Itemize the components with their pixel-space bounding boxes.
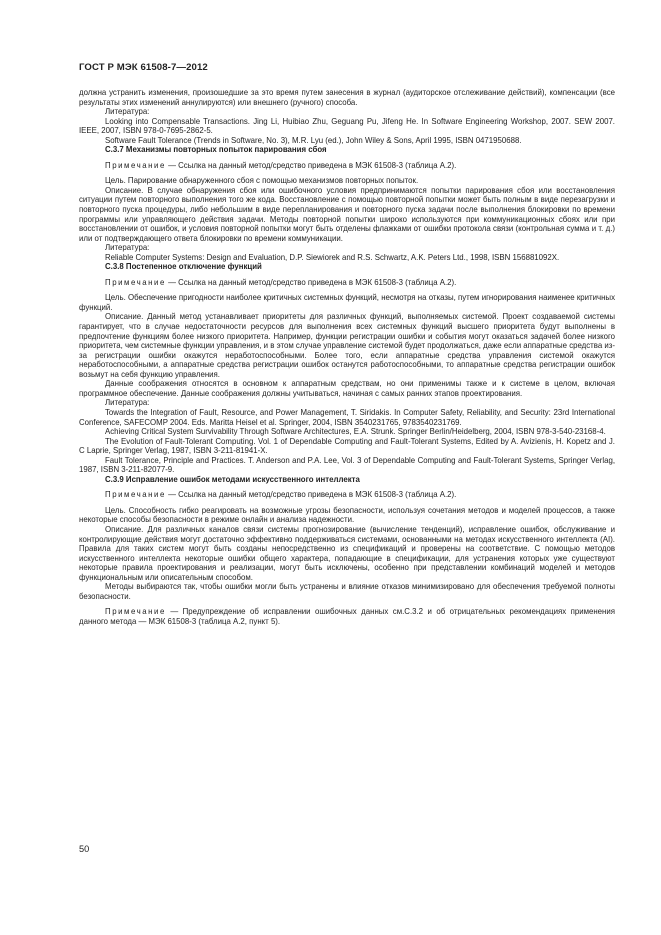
reference-item: Reliable Computer Systems: Design and Evaluation, D.P. Siewiorek and R.S. Schwartz, A.K. Peters Ltd., 1998, ISBN 156881092X.: [105, 252, 560, 262]
note: [79, 607, 615, 626]
note-label: Примечание: [105, 277, 166, 287]
paragraph: Описание. Данный метод устанавливает приоритеты для различных функций, выполняемых системой. Проект создаваемой системы гарантирует, что в случае недостаточности ресурсов для выполнения всех системных функций высшего приоритета будут выполнены в предпочтение функциям более низкого приоритета. Например, функции регистрации ошибки и события могут оказаться задачей более низкого приоритета, чем системные функции управления, и в этом случае управление системой будет продолжаться, даже если аппаратные средства из-за регистрации ошибки окажутся неработоспособными. Более того, если аппаратные средства управления системой окажутся неработоспособными, а аппаратные средства регистрации ошибок останутся работоспособными, то аппаратные средства регистрации ошибок возьмут на себя функцию управления.: [79, 312, 615, 379]
paragraph: должна устранить изменения, произошедшие за это время путем занесения в журнал (аудиторское отслеживание действий), компенсации (все результаты этих изменений аннулируются) или внешнего (ручного) способа.: [79, 88, 615, 107]
reference-item: The Evolution of Fault-Tolerant Computing. Vol. 1 of Dependable Computing and Fault-Tolerant Systems, Edited by A. Avizienis, H. Kopetz and J. C Laprie, Springer Verlag, 1987, ISBN 3-211-81941-X.: [79, 436, 615, 456]
paragraph: Цель. Обеспечение пригодности наиболее критичных системных функций, несмотря на отказы, путем игнорирования наименее критичных функций.: [79, 293, 615, 312]
reference-item: Looking into Compensable Transactions. Jing Li, Huibiao Zhu, Geguang Pu, Jifeng He. In Software Engineering Workshop, 2007. SEW 2007. IEEE, 2007, ISBN 978-0-7695-2862-5.: [79, 116, 615, 136]
note-label: Примечание: [105, 490, 166, 500]
section-heading: С.3.9 Исправление ошибок методами искусственного интеллекта: [105, 474, 360, 484]
paragraph: Литература:: [105, 107, 150, 117]
paragraph: Цель. Способность гибко реагировать на возможные угрозы безопасности, используя сочетания методов и моделей процессов, а также некоторые способы безопасности в режиме онлайн и анализа надежности.: [79, 505, 615, 525]
page-number: 50: [79, 844, 90, 854]
reference-item: Towards the Integration of Fault, Resource, and Power Management, T. Siridakis. In Computer Safety, Reliability, and Security: 23rd International Conference, SAFECOMP 2004. Eds. Maritta Heisel et al. Springer, 2004, ISBN 3540231765, 9783540231769.: [79, 407, 615, 427]
paragraph: Литература:: [105, 243, 150, 253]
document-header: ГОСТ Р МЭК 61508-7—2012: [79, 62, 208, 73]
reference-item: Software Fault Tolerance (Trends in Software, No. 3), M.R. Lyu (ed.), John Wiley & Sons, April 1995, ISBN 0471950688.: [105, 135, 522, 145]
section-heading: С.3.7 Механизмы повторных попыток парирования сбоя: [105, 145, 327, 155]
note: [79, 161, 615, 171]
paragraph: Цель. Парирование обнаруженного сбоя с помощью механизмов повторных попыток.: [105, 176, 419, 186]
note-text: — Ссылка на данный метод/средство приведена в МЭК 61508-3 (таблица А.2).: [165, 277, 457, 287]
note-text: — Ссылка на данный метод/средство приведена в МЭК 61508-3 (таблица А.2).: [165, 160, 457, 170]
note-text: — Предупреждение об исправлении ошибочных данных см.С.3.2 и об отрицательных рекомендациях применения данного метода — МЭК 61508-3 (таблица А.2, пункт 5).: [79, 607, 615, 626]
paragraph: Описание. В случае обнаружения сбоя или ошибочного условия предпринимаются попытки парирования сбоя или восстановления ситуации путем повторного выполнения того же кода. Восстановление с помощью повторной попытки может быть полным в виде перезагрузки и повторного пуска процедуры, либо небольшим в виде перепланирования и повторного пуска задачи после выполнения блокировки по времени программы или управляющего действия задачи. Методы повторной попытки широко используются при коммуникационных сбоях или при восстановлении от ошибок, и условия повторной попытки могут быть отделены флажками от ошибки протокола связи (контрольная сумма и т. д.) или от подтверждающего ответа блокировки по времени коммуникации.: [79, 185, 615, 243]
section-heading: С.3.8 Постепенное отключение функций: [105, 262, 262, 272]
note-text: — Ссылка на данный метод/средство приведена в МЭК 61508-3 (таблица А.2).: [165, 490, 457, 500]
paragraph: Методы выбираются так, чтобы ошибки могли быть устранены и влияние отказов минимизировано для обеспечения требуемой полноты безопасности.: [79, 582, 615, 601]
reference-item: Fault Tolerance, Principle and Practices. T. Anderson and P.A. Lee, Vol. 3 of Dependable Computing and Fault-Tolerant Systems, Springer Verlag, 1987, ISBN 3-211-82077-9.: [79, 455, 615, 475]
reference-item: Achieving Critical System Survivability Through Software Architectures, E.A. Strunk. Springer Berlin/Heidelberg, 2004, ISBN 978-3-540-23168-4.: [105, 427, 606, 437]
note: [79, 490, 615, 500]
paragraph: Описание. Для различных каналов связи системы прогнозирование (вычисление тенденций), исправление ошибок, обслуживание и контролирующие действия могут достаточно эффективно поддерживаться системами, основанными на методах искусственного интеллекта (AI). Правила для таких систем могут быть созданы непосредственно из спецификаций и проверены на соответствие. С помощью методов искусственного интеллекта некоторые ошибки общего характера, попадающие в спецификации, для устранения которых уже существуют некоторые правила проектирования и реализации, могут быть исключены, особенно при представлении комбинаций моделей и методов функциональным или описательным способом.: [79, 524, 615, 582]
note: [79, 278, 615, 288]
page-content: [79, 88, 615, 632]
paragraph: Данные соображения относятся в основном к аппаратным средствам, но они применимы также и к системе в целом, включая программное обеспечение. Данные соображения должны учитываться, начиная с самых ранних этапов проектирования.: [79, 379, 615, 398]
note-label: Примечание: [105, 160, 166, 170]
note-label: Примечание: [105, 607, 166, 617]
paragraph: Литература:: [105, 398, 150, 408]
